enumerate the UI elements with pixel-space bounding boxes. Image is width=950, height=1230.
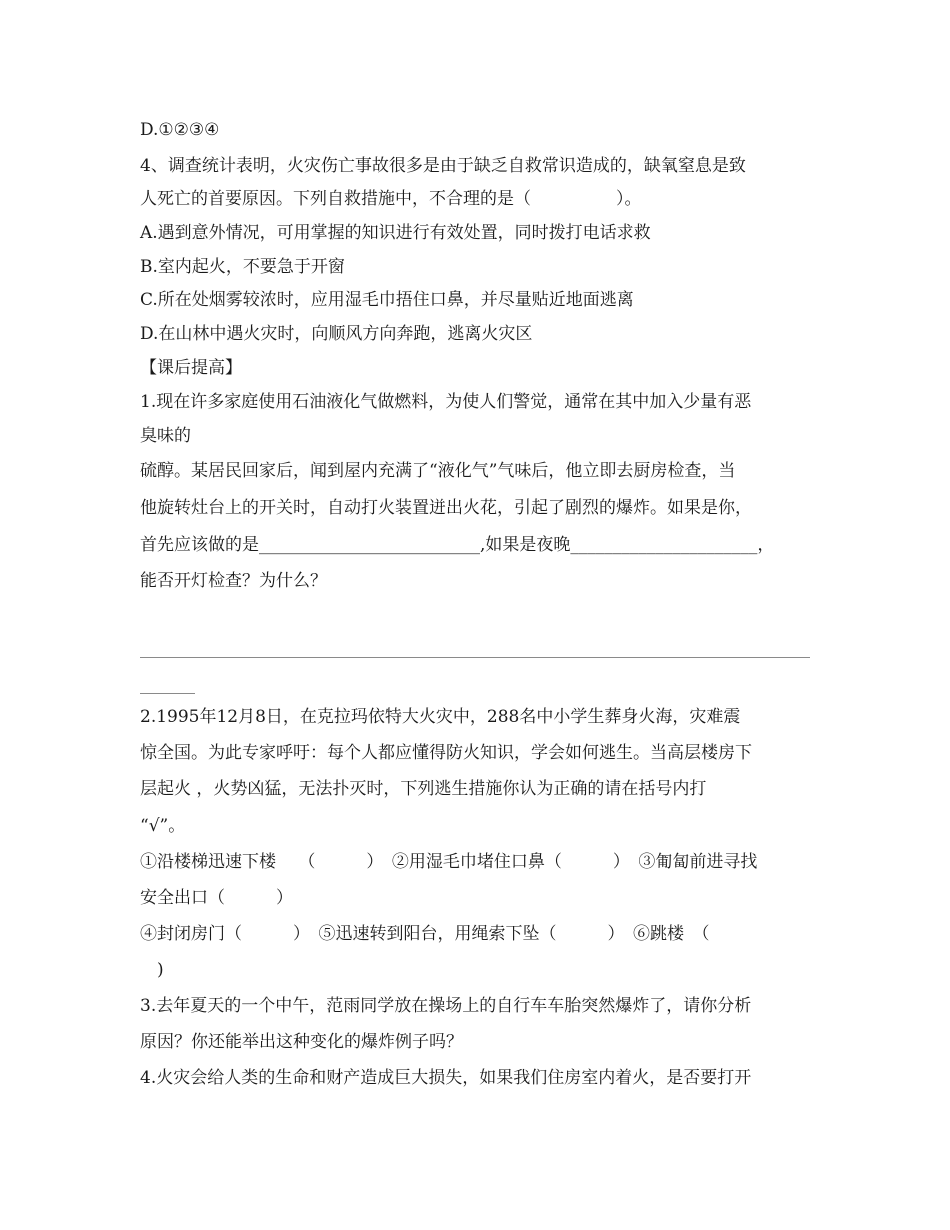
exercise-1-line-3: 硫醇。某居民回家后，闻到屋内充满了“液化气”气味后，他立即去厨房检查，当 xyxy=(140,461,736,481)
section-heading: 【课后提高】 xyxy=(140,358,242,378)
exercise-2-options-4: ) xyxy=(140,960,164,980)
exercise-2-line-2: 惊全国。为此专家呼吁：每个人都应懂得防火知识，学会如何逃生。当高层楼房下 xyxy=(140,743,752,763)
exercise-2-options-2: 安全出口（ ） xyxy=(140,888,293,908)
exercise-2-line-4: “√”。 xyxy=(140,816,186,836)
exercise-2-line-1: 2.1995年12月8日，在克拉玛依特大火灾中，288名中小学生葬身火海，灾难震 xyxy=(140,707,741,727)
exercise-1-line-2: 臭味的 xyxy=(140,426,191,446)
exercise-1-fill-blanks: 首先应该做的是__________________________,如果是夜晚______________________， xyxy=(140,535,775,555)
exercise-1-line-4: 他旋转灶台上的开关时，自动打火装置迸出火花，引起了剧烈的爆炸。如果是你， xyxy=(140,498,752,518)
question-4-option-a: A.遇到意外情况，可用掌握的知识进行有效处置，同时拨打电话求救 xyxy=(140,223,651,243)
option-d-previous: D.①②③④ xyxy=(140,120,220,140)
exercise-2-line-3: 层起火 ，火势凶猛，无法扑灭时，下列逃生措施你认为正确的请在括号内打 xyxy=(140,779,707,799)
question-4-line-1: 4、调查统计表明，火灾伤亡事故很多是由于缺乏自救常识造成的，缺氧窒息是致 xyxy=(140,156,746,176)
question-4-option-b: B.室内起火，不要急于开窗 xyxy=(140,257,345,277)
exercise-2-options-3: ④封闭房门（ ） ⑤迅速转到阳台，用绳索下坠（ ） ⑥跳楼 （ xyxy=(140,924,710,944)
question-4-option-c: C.所在处烟雾较浓时，应用湿毛巾捂住口鼻，并尽量贴近地面逃离 xyxy=(140,290,634,310)
answer-line-short xyxy=(140,693,195,694)
exercise-4-line-1: 4.火灾会给人类的生命和财产造成巨大损失，如果我们住房室内着火，是否要打开 xyxy=(140,1068,752,1088)
exercise-1-question: 能否开灯检查？为什么？ xyxy=(140,571,327,591)
question-4-line-2: 人死亡的首要原因。下列自救措施中，不合理的是（ ）。 xyxy=(140,189,642,209)
exercise-2-options-1: ①沿楼梯迅速下楼 （ ） ②用湿毛巾堵住口鼻（ ） ③匍匐前进寻找 xyxy=(140,852,758,872)
exercise-3-line-2: 原因？你还能举出这种变化的爆炸例子吗？ xyxy=(140,1032,463,1052)
question-4-option-d: D.在山林中遇火灾时，向顺风方向奔跑，逃离火灾区 xyxy=(140,324,533,344)
exercise-1-line-1: 1.现在许多家庭使用石油液化气做燃料，为使人们警觉，通常在其中加入少量有恶 xyxy=(140,392,752,412)
answer-line-long xyxy=(140,657,810,658)
exercise-3-line-1: 3.去年夏天的一个中午，范雨同学放在操场上的自行车车胎突然爆炸了，请你分析 xyxy=(140,996,752,1016)
